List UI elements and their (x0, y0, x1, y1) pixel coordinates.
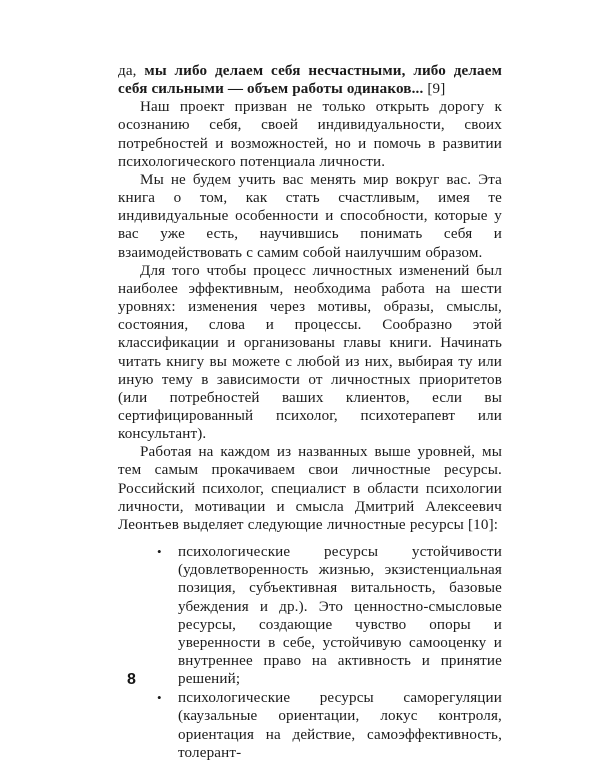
list-item (118, 543, 502, 688)
body-paragraph-4: Работая на каждом из названных выше уровней, мы тем самым прокачиваем свои личностные ресурсы. Российский психолог, специалист в области психологии личности, мотивации и смысла Дмитрий Алексеевич Леонтьев выделяет следующие личностные ресурсы [10]: (118, 444, 502, 533)
list-item-text: психологические ресурсы саморегуляции (каузальные ориентации, локус контроля, ориентация на действие, самоэффективность, толерант- (178, 690, 502, 761)
quote-lead-in: да, (118, 63, 145, 79)
list-item (118, 689, 502, 762)
bullet-icon: • (157, 690, 162, 706)
resource-list (118, 543, 502, 762)
body-paragraph-1: Наш проект призван не только открыть дорогу к осознанию себя, своей индивидуальности, своих потребностей и возможностей, но и помочь в развитии психологического потенциала личности. (118, 99, 502, 170)
text-column (118, 62, 502, 763)
quote-reference: [9] (423, 81, 446, 98)
body-paragraph-2: Мы не будем учить вас менять мир вокруг вас. Эта книга о том, как стать счастливым, имея те индивидуальные особенности и способности, которые у вас уже есть, научившись понимать себя и взаимодействовать с самим собой наилучшим образом. (118, 171, 502, 261)
bullet-icon: • (157, 544, 162, 560)
list-item-text: психологические ресурсы устойчивости (удовлетворенность жизнью, экзистенциальная позиция, субъективная витальность, базовые убеждения и др.). Это ценностно-смысловые ресурсы, создающие чувство опоры и уверенности в себе, устойчивую самооценку и внутреннее право на активность и принятие решений; (178, 544, 502, 688)
body-paragraph-3: Для того чтобы процесс личностных изменений был наиболее эффективным, необходима работа на шести уровнях: изменения через мотивы, образы, смыслы, состояния, слова и процессы. Сообразно этой классификации и организованы главы книги. Начинать читать книгу вы можете с любой из них, выбирая ту или иную тему в зависимости от личностных приоритетов (или потребностей ваших клиентов, если вы сертифицированный психолог, психотерапевт или консультант). (118, 262, 502, 443)
quote-tail-paragraph (118, 62, 502, 98)
page-number: 8 (127, 671, 136, 688)
quote-bold-text: мы либо делаем себя несчастными, либо делаем себя сильными — объем работы одинаков... (118, 63, 503, 98)
